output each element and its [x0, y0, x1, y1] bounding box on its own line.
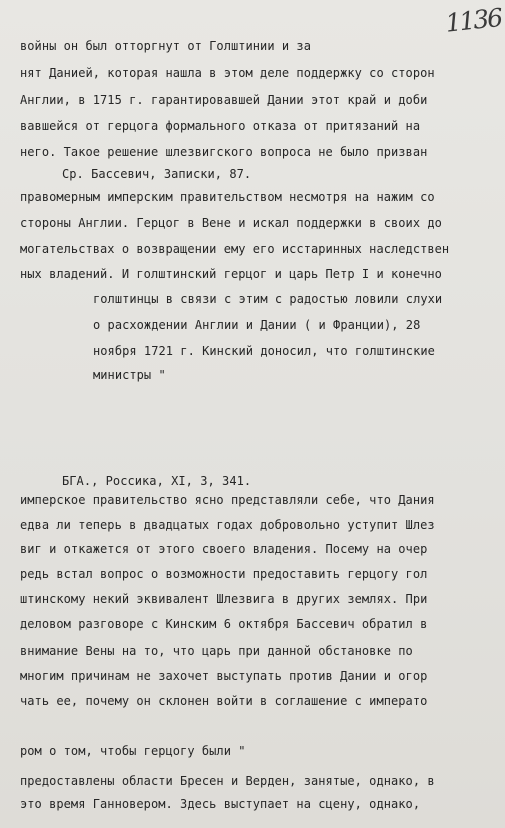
- text-line: предоставлены области Бресен и Верден, занятые, однако, в: [20, 774, 435, 788]
- text-line: ром о том, чтобы герцогу были ": [20, 744, 246, 758]
- text-line: вавшейся от герцога формального отказа от притязаний на: [20, 119, 421, 133]
- text-line: это время Ганновером. Здесь выступает на сцену, однако,: [20, 797, 421, 811]
- text-line: стороны Англии. Герцог в Вене и искал поддержки в своих до: [20, 216, 442, 230]
- text-line: деловом разговоре с Кинским 6 октября Бассевич обратил в: [20, 617, 428, 631]
- text-line: внимание Вены на то, что царь при данной обстановке по: [20, 644, 413, 658]
- text-line: ноября 1721 г. Кинский доносил, что голштинские: [93, 344, 435, 358]
- text-line: него. Такое решение шлезвигского вопроса не было призван: [20, 145, 428, 159]
- text-line: министры ": [93, 368, 166, 382]
- text-line: ных владений. И голштинский герцог и царь Петр I и конечно: [20, 267, 442, 281]
- text-line: едва ли теперь в двадцатых годах добровольно уступит Шлез: [20, 518, 435, 532]
- text-line: штинскому некий эквивалент Шлезвига в других землях. При: [20, 592, 428, 606]
- text-line: нят Данией, которая нашла в этом деле поддержку со сторон: [20, 66, 435, 80]
- text-line: голштинцы в связи с этим с радостью ловили слухи: [93, 292, 443, 306]
- text-line: правомерным имперским правительством несмотря на нажим со: [20, 190, 435, 204]
- text-line: войны он был отторгнут от Голштинии и за: [20, 39, 311, 53]
- text-line: Англии, в 1715 г. гарантировавшей Дании этот край и доби: [20, 93, 428, 107]
- footnote-line: БГА., Россика, XI, 3, 341.: [62, 474, 252, 488]
- text-line: виг и откажется от этого своего владения. Посему на очер: [20, 542, 428, 556]
- text-line: о расхождении Англии и Дании ( и Франции), 28: [93, 318, 421, 332]
- text-line: чать ее, почему он склонен войти в соглашение с императо: [20, 694, 428, 708]
- text-line: многим причинам не захочет выступать против Дании и огор: [20, 669, 428, 683]
- text-line: имперское правительство ясно представляли себе, что Дания: [20, 493, 435, 507]
- footnote-line: Ср. Бассевич, Записки, 87.: [62, 167, 252, 181]
- folio-number: 1136: [444, 3, 503, 38]
- text-line: могательствах о возвращении ему его исстаринных наследствен: [20, 242, 450, 256]
- text-line: редь встал вопрос о возможности предоставить герцогу гол: [20, 567, 428, 581]
